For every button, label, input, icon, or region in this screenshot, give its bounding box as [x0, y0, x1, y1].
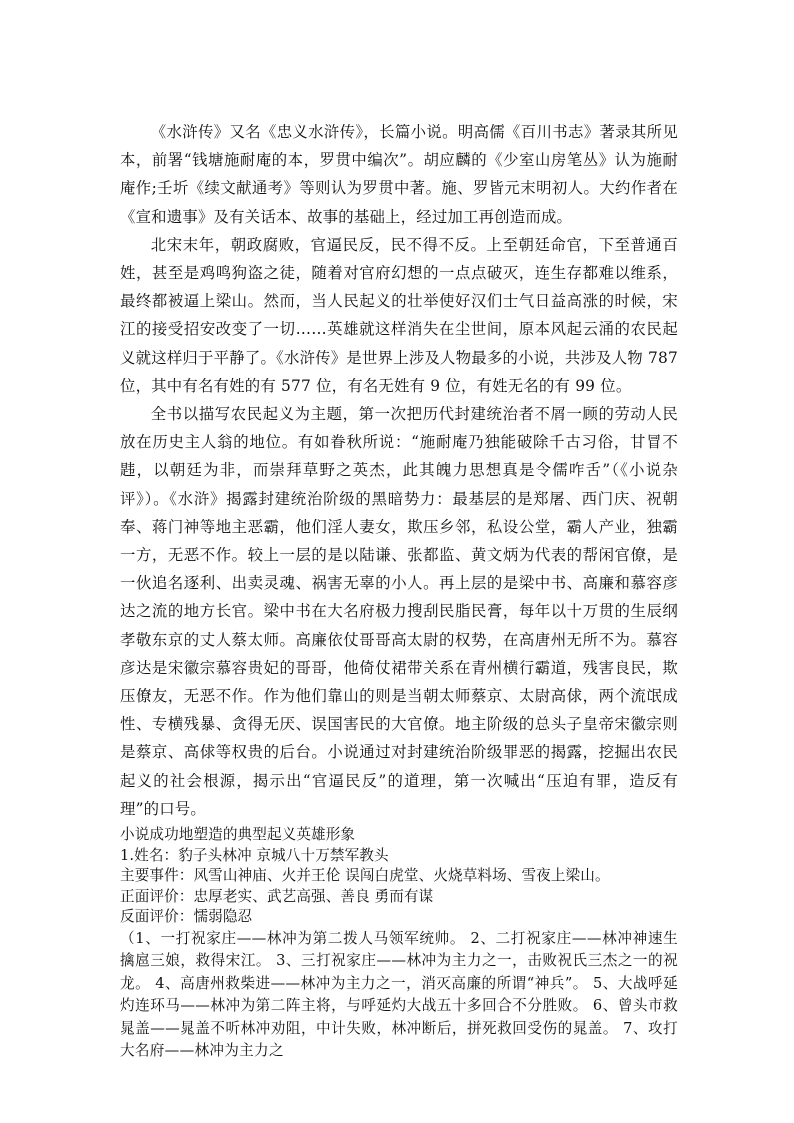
hero-negative-line: 反面评价：懦弱隐忍	[120, 908, 253, 926]
hero-positive-line: 正面评价：忠厚老实、武艺高强、善良 勇而有谋	[120, 887, 434, 905]
section-heading: 小说成功地塑造的典型起义英雄形象	[120, 826, 356, 844]
paragraph-background: 北宋末年，朝政腐败，官逼民反，民不得不反。上至朝廷命官，下至普通百姓，甚至是鸡鸣狗盗之徒，随着对官府幻想的一点点破灭，连生存都难以维系，最终都被逼上梁山。然而，当人民起义的壮举使好汉们士气日益高涨的时候，宋江的接受招安改变了一切……英雄就这样消失在尘世间，原本风起云涌的农民起义就这样归于平静了。《水浒传》是世界上涉及人物最多的小说，共涉及人物 787 位，其中有名有姓的有 577 位，有名无姓有 9 位，有姓无名的有 99 位。	[120, 235, 678, 395]
document-body	[120, 118, 678, 1062]
hero-section	[120, 825, 678, 1062]
paragraph-intro: 《水浒传》又名《忠义水浒传》，长篇小说。明高儒《百川书志》著录其所见本，前署“钱塘施耐庵的本，罗贯中编次”。胡应麟的《少室山房笔丛》认为施耐庵作;壬圻《续文献通考》等则认为罗贯中著。施、罗皆元末明初人。大约作者在《宣和遗事》及有关话本、故事的基础上，经过加工再创造而成。	[120, 123, 678, 226]
hero-events-line: 主要事件：风雪山神庙、火并王伦 误闯白虎堂、火烧草料场、雪夜上梁山。	[120, 867, 610, 885]
hero-name-line: 1.姓名：豹子头林冲 京城八十万禁军教头	[120, 846, 389, 864]
paragraph-theme: 全书以描写农民起义为主题，第一次把历代封建统治者不屑一顾的劳动人民放在历史主人翁的地位。有如眷秋所说：“施耐庵乃独能破除千古习俗，甘冒不韪，以朝廷为非，而崇拜草野之英杰，此其魄力思想真是令儒咋舌”（《小说杂评》）。《水浒》揭露封建统治阶级的黑暗势力：最基层的是郑屠、西门庆、祝朝奉、蒋门神等地主恶霸，他们淫人妻女，欺压乡邻，私设公堂，霸人产业，独霸一方，无恶不作。较上一层的是以陆谦、张都监、黄文炳为代表的帮闲官僚，是一伙追名逐利、出卖灵魂、祸害无辜的小人。再上层的是梁中书、高廉和慕容彦达之流的地方长官。梁中书在大名府极力搜刮民脂民膏，每年以十万贯的生辰纲孝敬东京的丈人蔡太师。高廉依仗哥哥高太尉的权势，在高唐州无所不为。慕容彦达是宋徽宗慕容贵妃的哥哥，他倚仗裙带关系在青州横行霸道，残害良民，欺压僚友，无恶不作。作为他们靠山的则是当朝太师蔡京、太尉高俅，两个流氓成性、专横残暴、贪得无厌、误国害民的大官僚。地主阶级的总头子皇帝宋徽宗则是蔡京、高俅等权贵的后台。小说通过对封建统治阶级罪恶的揭露，挖掘出农民起义的社会根源，揭示出“官逼民反”的道理，第一次喊出“压迫有罪，造反有理”的口号。	[120, 405, 678, 818]
hero-battles-text: （1、一打祝家庄——林冲为第二拨人马领军统帅。 2、二打祝家庄——林冲神速生擒扈三娘，救得宋江。 3、三打祝家庄——林冲为主力之一，击败祝氏三杰之一的祝龙。 4、高唐州救柴进——林冲为主力之一，消灭高廉的所谓“神兵”。 5、大战呼延灼连环马——林冲为第二阵主将，与呼延灼大战五十多回合不分胜败。 6、曾头市救晁盖——晁盖不听林冲劝阻，中计失败，林冲断后，拼死救回受伤的晁盖。 7、攻打大名府——林冲为主力之	[120, 930, 678, 1060]
